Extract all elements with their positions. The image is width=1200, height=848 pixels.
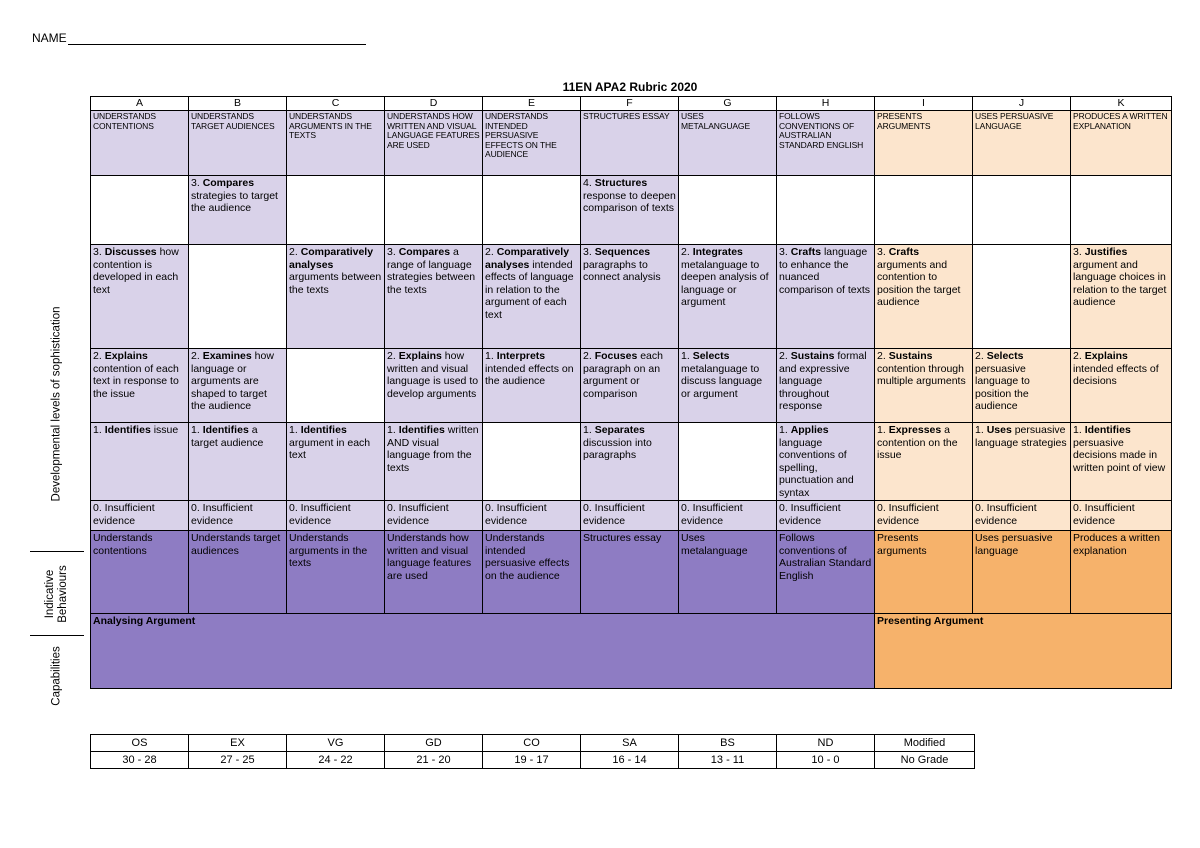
grade-range: 13 - 11	[679, 752, 777, 769]
level-number: 1.	[877, 424, 886, 436]
grade-code: EX	[189, 735, 287, 752]
descriptor-cell	[875, 349, 973, 423]
descriptor-text: contention of each text in response to the issue	[93, 362, 179, 400]
insufficient-cell: 0. Insufficient evidence	[91, 501, 189, 531]
descriptor-verb: Identifies	[104, 424, 151, 436]
level-number: 4.	[583, 177, 592, 189]
descriptor-verb: Explains	[398, 350, 442, 362]
column-letter-h: H	[777, 97, 875, 111]
level-number: 1.	[681, 350, 690, 362]
empty-cell	[287, 349, 385, 423]
level4-row	[91, 176, 1172, 245]
grade-code: CO	[483, 735, 581, 752]
descriptor-text: a target audience	[191, 424, 264, 449]
grade-code: ND	[777, 735, 875, 752]
criterion-header: USES PERSUASIVE LANGUAGE	[973, 111, 1071, 176]
rubric-table	[90, 96, 1172, 689]
descriptor-cell	[1071, 423, 1172, 501]
capability-presenting: Presenting Argument	[875, 614, 1172, 689]
descriptor-verb: Separates	[594, 424, 645, 436]
descriptor-text: metalanguage to deepen analysis of language or argument	[681, 258, 769, 308]
level-number: 2.	[877, 350, 886, 362]
name-label: NAME	[32, 31, 67, 45]
descriptor-text: language to enhance the nuanced comparison of texts	[779, 246, 871, 296]
level-number: 3.	[1073, 246, 1082, 258]
descriptor-cell	[581, 176, 679, 245]
level-number: 3.	[583, 246, 592, 258]
behaviour-cell: Understands intended persuasive effects on the audience	[483, 531, 581, 614]
descriptor-cell	[777, 245, 875, 349]
grade-range: 10 - 0	[777, 752, 875, 769]
descriptor-cell	[1071, 349, 1172, 423]
descriptor-verb: Identifies	[1084, 424, 1131, 436]
grade-range: 19 - 17	[483, 752, 581, 769]
descriptor-cell	[189, 176, 287, 245]
criterion-header: UNDERSTANDS TARGET AUDIENCES	[189, 111, 287, 176]
descriptor-cell	[189, 349, 287, 423]
empty-cell	[385, 176, 483, 245]
grade-range: 16 - 14	[581, 752, 679, 769]
descriptor-text: persuasive decisions made in written point of view	[1073, 436, 1166, 474]
descriptor-cell	[189, 423, 287, 501]
descriptor-text: how written and visual language is used to develop arguments	[387, 350, 479, 400]
level-number: 1.	[1073, 424, 1082, 436]
grade-code: SA	[581, 735, 679, 752]
behaviour-cell: Understands target audiences	[189, 531, 287, 614]
level-number: 2.	[779, 350, 788, 362]
behaviour-cell: Structures essay	[581, 531, 679, 614]
descriptor-verb: Selects	[692, 350, 730, 362]
behaviour-cell: Understands how written and visual language features are used	[385, 531, 483, 614]
column-letter-f: F	[581, 97, 679, 111]
column-letter-c: C	[287, 97, 385, 111]
empty-cell	[973, 176, 1071, 245]
behaviour-cell: Understands arguments in the texts	[287, 531, 385, 614]
insufficient-cell: 0. Insufficient evidence	[189, 501, 287, 531]
grade-code: GD	[385, 735, 483, 752]
descriptor-cell	[875, 423, 973, 501]
empty-cell	[875, 176, 973, 245]
column-letter-d: D	[385, 97, 483, 111]
sophistication-label: Developmental levels of sophistication	[50, 306, 63, 502]
level-number: 2.	[583, 350, 592, 362]
descriptor-text: response to deepen comparison of texts	[583, 189, 676, 214]
descriptor-cell	[287, 423, 385, 501]
side-label-capabilities	[30, 636, 84, 716]
insufficient-cell: 0. Insufficient evidence	[581, 501, 679, 531]
level-number: 2.	[191, 350, 200, 362]
criterion-header: PRODUCES A WRITTEN EXPLANATION	[1071, 111, 1172, 176]
grade-range: No Grade	[875, 752, 975, 769]
descriptor-verb: Compares	[398, 246, 451, 258]
descriptor-text: language conventions of spelling, punctuation and syntax	[779, 436, 854, 499]
level-number: 3.	[387, 246, 396, 258]
empty-cell	[189, 245, 287, 349]
descriptor-cell	[91, 423, 189, 501]
criterion-header: UNDERSTANDS ARGUMENTS IN THE TEXTS	[287, 111, 385, 176]
level-number: 1.	[779, 424, 788, 436]
behaviour-cell: Produces a written explanation	[1071, 531, 1172, 614]
descriptor-verb: Sustains	[790, 350, 835, 362]
descriptor-cell	[777, 423, 875, 501]
insufficient-cell: 0. Insufficient evidence	[287, 501, 385, 531]
level-number: 2.	[681, 246, 690, 258]
descriptor-cell	[581, 349, 679, 423]
column-letter-e: E	[483, 97, 581, 111]
insufficient-cell: 0. Insufficient evidence	[679, 501, 777, 531]
descriptor-verb: Justifies	[1084, 246, 1128, 258]
column-letter-k: K	[1071, 97, 1172, 111]
behaviour-cell: Presents arguments	[875, 531, 973, 614]
descriptor-text: arguments between the texts	[289, 271, 382, 296]
grade-range: 27 - 25	[189, 752, 287, 769]
level-number: 1.	[485, 350, 494, 362]
descriptor-verb: Applies	[790, 424, 829, 436]
criterion-header: UNDERSTANDS CONTENTIONS	[91, 111, 189, 176]
descriptor-cell	[385, 423, 483, 501]
side-label-behaviours	[30, 552, 84, 636]
descriptor-cell	[91, 349, 189, 423]
level-number: 1.	[387, 424, 396, 436]
descriptor-text: persuasive language strategies	[975, 424, 1067, 449]
empty-cell	[91, 176, 189, 245]
level1-row	[91, 423, 1172, 501]
behaviours-row	[91, 531, 1172, 614]
descriptor-text: each paragraph on an argument or comparison	[583, 350, 663, 400]
grade-range: 21 - 20	[385, 752, 483, 769]
descriptor-cell	[875, 245, 973, 349]
descriptor-text: paragraphs to connect analysis	[583, 258, 661, 283]
column-letter-j: J	[973, 97, 1071, 111]
empty-cell	[483, 176, 581, 245]
level-number: 2.	[1073, 350, 1082, 362]
grade-code: VG	[287, 735, 385, 752]
descriptor-verb: Uses	[986, 424, 1012, 436]
column-letter-g: G	[679, 97, 777, 111]
criterion-header: PRESENTS ARGUMENTS	[875, 111, 973, 176]
level-number: 3.	[93, 246, 102, 258]
behaviour-cell: Uses persuasive language	[973, 531, 1071, 614]
behaviour-cell: Understands contentions	[91, 531, 189, 614]
descriptor-cell	[483, 349, 581, 423]
insufficient-cell: 0. Insufficient evidence	[875, 501, 973, 531]
descriptor-cell	[581, 245, 679, 349]
descriptor-cell	[287, 245, 385, 349]
descriptor-verb: Integrates	[692, 246, 743, 258]
descriptor-text: argument and language choices in relation to the target audience	[1073, 258, 1167, 308]
empty-cell	[973, 245, 1071, 349]
level2-row	[91, 349, 1172, 423]
level-number: 2.	[975, 350, 984, 362]
grade-range: 30 - 28	[91, 752, 189, 769]
descriptor-text: intended effects of decisions	[1073, 362, 1159, 387]
empty-cell	[679, 176, 777, 245]
descriptor-verb: Comparatively analyses	[485, 246, 570, 271]
descriptor-verb: Focuses	[594, 350, 638, 362]
insufficient-cell: 0. Insufficient evidence	[385, 501, 483, 531]
descriptor-verb: Comparatively analyses	[289, 246, 374, 271]
behaviour-cell: Follows conventions of Australian Standard English	[777, 531, 875, 614]
column-letters-row	[91, 97, 1172, 111]
level-number: 3.	[877, 246, 886, 258]
descriptor-cell	[973, 349, 1071, 423]
criterion-header: USES METALANGUAGE	[679, 111, 777, 176]
descriptor-cell	[1071, 245, 1172, 349]
insufficient-cell: 0. Insufficient evidence	[777, 501, 875, 531]
descriptor-verb: Discusses	[104, 246, 157, 258]
level-number: 3.	[779, 246, 788, 258]
name-underline	[68, 34, 366, 45]
descriptor-text: metalanguage to discuss language or argument	[681, 362, 763, 400]
descriptor-cell	[581, 423, 679, 501]
descriptor-text: argument in each text	[289, 436, 371, 461]
descriptor-text: issue	[153, 424, 179, 436]
descriptor-text: contention through multiple arguments	[877, 362, 966, 387]
descriptor-text: formal and expressive language throughout response	[779, 350, 867, 412]
empty-cell	[483, 423, 581, 501]
empty-cell	[287, 176, 385, 245]
behaviours-label	[44, 565, 70, 623]
descriptor-cell	[91, 245, 189, 349]
column-letter-b: B	[189, 97, 287, 111]
level-number: 1.	[191, 424, 200, 436]
grade-code: OS	[91, 735, 189, 752]
level3-row	[91, 245, 1172, 349]
behaviours-label-line1: Indicative	[44, 569, 56, 618]
descriptor-verb: Explains	[104, 350, 148, 362]
level-number: 2.	[289, 246, 298, 258]
descriptor-text: how language or arguments are shaped to target the audience	[191, 350, 274, 412]
descriptor-verb: Selects	[986, 350, 1024, 362]
grade-code: Modified	[875, 735, 975, 752]
grade-range: 24 - 22	[287, 752, 385, 769]
level-number: 1.	[93, 424, 102, 436]
grade-code: BS	[679, 735, 777, 752]
descriptor-text: arguments and contention to position the target audience	[877, 258, 961, 308]
descriptor-verb: Sequences	[594, 246, 651, 258]
insufficient-row	[91, 501, 1172, 531]
descriptor-text: intended effects of language in relation to the argument of each text	[485, 258, 574, 321]
name-field[interactable]	[32, 31, 366, 45]
descriptor-verb: Examines	[202, 350, 252, 362]
level-number: 2.	[485, 246, 494, 258]
behaviours-label-line2: Behaviours	[57, 564, 69, 623]
insufficient-cell: 0. Insufficient evidence	[483, 501, 581, 531]
level-number: 3.	[191, 177, 200, 189]
descriptor-verb: Compares	[202, 177, 255, 189]
empty-cell	[777, 176, 875, 245]
grade-table	[90, 734, 975, 769]
descriptor-cell	[483, 245, 581, 349]
descriptor-verb: Structures	[594, 177, 648, 189]
criterion-header: UNDERSTANDS HOW WRITTEN AND VISUAL LANGUAGE FEATURES ARE USED	[385, 111, 483, 176]
descriptor-verb: Sustains	[888, 350, 933, 362]
empty-cell	[1071, 176, 1172, 245]
criteria-row	[91, 111, 1172, 176]
descriptor-text: written AND visual language from the texts	[387, 424, 479, 474]
descriptor-text: a contention on the issue	[877, 424, 958, 461]
descriptor-cell	[385, 349, 483, 423]
level-number: 2.	[387, 350, 396, 362]
capability-analysing: Analysing Argument	[91, 614, 875, 689]
descriptor-text: intended effects on the audience	[485, 362, 574, 387]
descriptor-verb: Explains	[1084, 350, 1128, 362]
descriptor-cell	[679, 245, 777, 349]
level-number: 1.	[975, 424, 984, 436]
descriptor-cell	[385, 245, 483, 349]
insufficient-cell: 0. Insufficient evidence	[1071, 501, 1172, 531]
descriptor-text: a range of language strategies between the texts	[387, 246, 476, 296]
empty-cell	[679, 423, 777, 501]
descriptor-verb: Crafts	[790, 246, 822, 258]
descriptor-verb: Crafts	[888, 246, 920, 258]
descriptor-text: discussion into paragraphs	[583, 436, 652, 461]
grade-ranges-row	[91, 752, 975, 769]
insufficient-cell: 0. Insufficient evidence	[973, 501, 1071, 531]
level-number: 1.	[289, 424, 298, 436]
side-label-sophistication	[30, 257, 84, 552]
column-letter-a: A	[91, 97, 189, 111]
criterion-header: UNDERSTANDS INTENDED PERSUASIVE EFFECTS ON THE AUDIENCE	[483, 111, 581, 176]
descriptor-text: persuasive language to position the audience	[975, 362, 1030, 412]
descriptor-cell	[679, 349, 777, 423]
rubric-title: 11EN APA2 Rubric 2020	[562, 80, 698, 94]
descriptor-text: strategies to target the audience	[191, 189, 278, 214]
descriptor-cell	[973, 423, 1071, 501]
descriptor-verb: Expresses	[888, 424, 942, 436]
level-number: 2.	[93, 350, 102, 362]
column-letter-i: I	[875, 97, 973, 111]
descriptor-verb: Identifies	[300, 424, 347, 436]
descriptor-verb: Identifies	[202, 424, 249, 436]
grade-codes-row	[91, 735, 975, 752]
descriptor-verb: Interprets	[496, 350, 546, 362]
behaviour-cell: Uses metalanguage	[679, 531, 777, 614]
descriptor-verb: Identifies	[398, 424, 445, 436]
descriptor-text: how contention is developed in each text	[93, 246, 179, 296]
capabilities-row	[91, 614, 1172, 689]
criterion-header: STRUCTURES ESSAY	[581, 111, 679, 176]
level-number: 1.	[583, 424, 592, 436]
descriptor-cell	[777, 349, 875, 423]
capabilities-label: Capabilities	[50, 646, 63, 706]
criterion-header: FOLLOWS CONVENTIONS OF AUSTRALIAN STANDARD ENGLISH	[777, 111, 875, 176]
